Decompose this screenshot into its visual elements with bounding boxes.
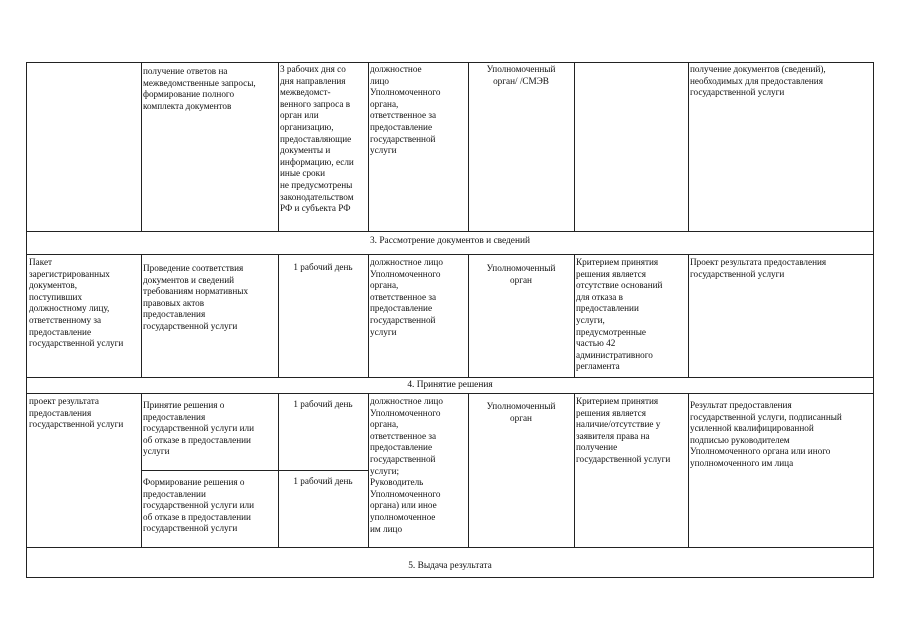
- r1-criteria-cell: [574, 63, 688, 231]
- row-divider: [26, 547, 874, 548]
- r1-responsible-cell: должностное лицо Уполномоченного органа, ответственное за предоставление государственной услуги: [370, 64, 441, 156]
- row-divider: [26, 393, 874, 394]
- r3-criteria-cell: Критерием принятия решения является наличие/отсутствие у заявителя права на получение государственной услуги: [576, 396, 671, 464]
- r3-place-cell: Уполномоченный орган: [486, 401, 556, 423]
- subrow-divider: [141, 470, 368, 471]
- table-right-border: [873, 62, 874, 578]
- table-bottom-border: [26, 577, 874, 578]
- r2-duration-cell: 1 рабочий день: [293, 262, 353, 272]
- r3-result-cell: Результат предоставления государственной услуги, подписанный усиленной квалифицированной подписью руководителем Уполномоченного органа или иного уполномоченного им лица: [690, 400, 842, 468]
- row-divider: [26, 231, 874, 232]
- r2-responsible-cell: должностное лицо Уполномоченного органа, ответственное за предоставление государственной услуги: [370, 257, 443, 337]
- section-heading-3: 3. Рассмотрение документов и сведений: [369, 236, 531, 246]
- section-heading-5: 5. Выдача результата: [408, 561, 492, 571]
- r2-input-cell: Пакет зарегистрированных документов, поступивших должностному лицу, ответственному за предоставление государственной услуги: [29, 257, 124, 349]
- r2-criteria-cell: Критерием принятия решения является отсутствие оснований для отказа в предоставлении услуги, предусмотренные частью 42 административного регламента: [576, 257, 663, 372]
- r2-place-cell: Уполномоченный орган: [486, 263, 556, 285]
- r1-input-cell: [27, 63, 141, 231]
- r3-responsible-cell: должностное лицо Уполномоченного органа, ответственное за предоставление государственной услуги; Руководитель Уполномоченного органа) или иное уполномоченное им лицо: [370, 396, 443, 534]
- r1-duration-cell: 3 рабочих дня со дня направления межведомст- венного запроса в орган или организацию, предоставляющие документы и информацию, если иные сроки не предусмотрены законодательством РФ и субъекта РФ: [280, 64, 354, 214]
- r1-place-cell: Уполномоченный орган/ /СМЭВ: [486, 64, 556, 86]
- section-heading-4: 4. Принятие решения: [407, 380, 493, 390]
- r2-result-cell: Проект результата предоставления государственной услуги: [690, 257, 827, 279]
- r3-action-cell-a: Принятие решения о предоставления государственной услуги или об отказе в предоставлении услуги: [143, 400, 255, 457]
- r1-action-cell: получение ответов на межведомственные запросы, формирование полного комплекта документов: [143, 66, 256, 111]
- row-divider: [26, 377, 874, 378]
- r1-result-cell: получение документов (сведений), необходимых для предоставления государственной услуги: [690, 64, 826, 98]
- r3-action-cell-b: Формирование решения о предоставлении государственной услуги или об отказе в предоставлении государственной услуги: [143, 477, 255, 534]
- row-divider: [26, 254, 874, 255]
- r3-input-cell: проект результата предоставления государственной услуги: [29, 396, 124, 430]
- r3-duration-cell-b: 1 рабочий день: [293, 476, 353, 486]
- r3-duration-cell-a: 1 рабочий день: [293, 399, 353, 409]
- r2-action-cell: Проведение соответствия документов и сведений требованиям нормативных правовых актов предоставления государственной услуги: [143, 263, 249, 331]
